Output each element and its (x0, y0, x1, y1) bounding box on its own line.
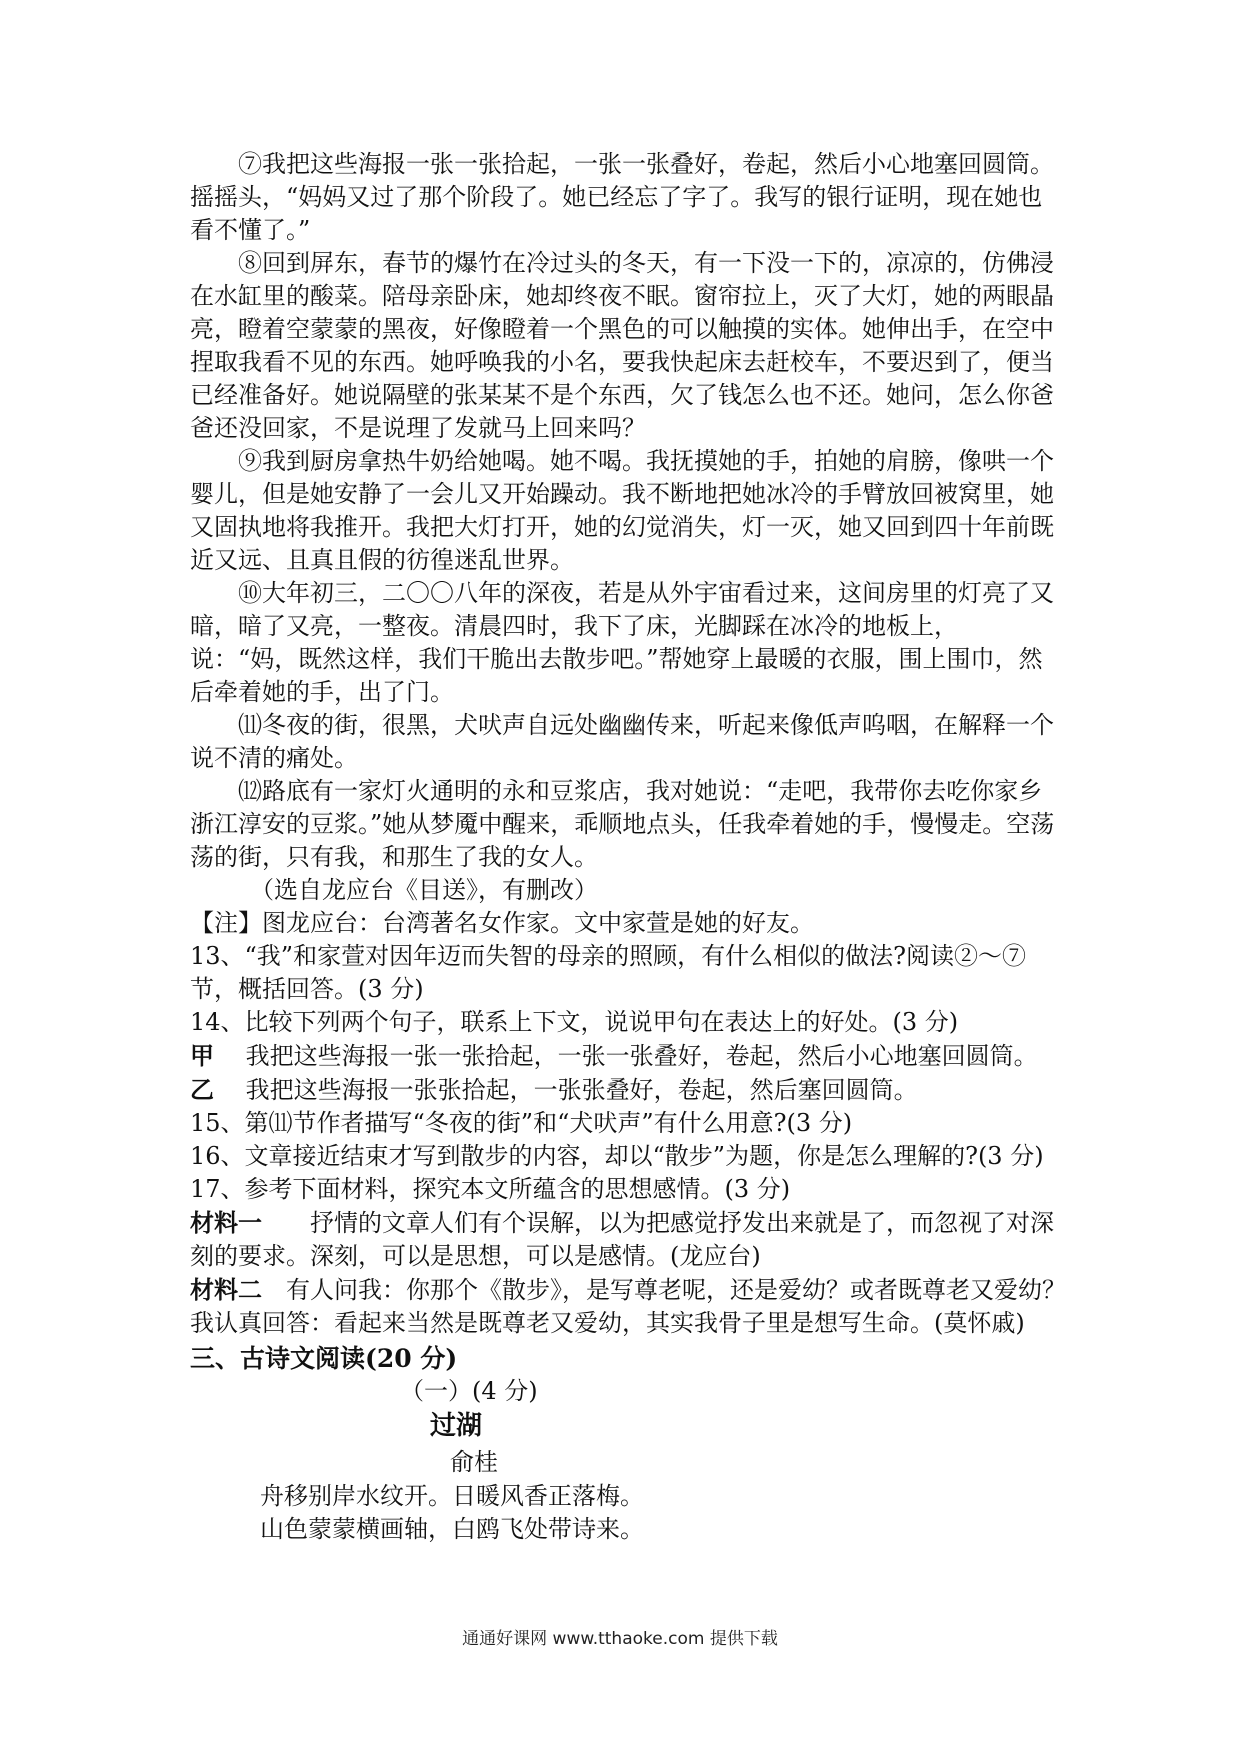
question-17: 17、参考下面材料，探究本文所蕴含的思想感情。(3 分) (190, 1175, 791, 1203)
sentence-a (190, 1039, 1066, 1073)
document-body (190, 148, 1066, 1546)
section-3-subtitle: （一）(4 分) (400, 1377, 538, 1405)
sentence-b-text: 我把这些海报一张张拾起，一张张叠好，卷起，然后塞回圆筒。 (245, 1076, 918, 1104)
poem-line-1: 舟移别岸水纹开。日暖风香正落梅。 (260, 1482, 644, 1510)
sentence-a-text: 我把这些海报一张一张拾起，一张一张叠好，卷起，然后小心地塞回圆筒。 (245, 1042, 1038, 1070)
sentence-b-label: 乙 (190, 1075, 214, 1104)
material-1-text: 抒情的文章人们有个误解，以为把感觉抒发出来就是了，而忽视了对深刻的要求。深刻，可以是思想，可以是感情。(龙应台) (190, 1209, 1054, 1270)
page-footer: 通通好课网 www.tthaoke.com 提供下载 (462, 1629, 778, 1649)
paragraph-8: ⑧回到屏东，春节的爆竹在冷过头的冬天，有一下没一下的，凉凉的，仿佛浸在水缸里的酸菜。陪母亲卧床，她却终夜不眠。窗帘拉上，灭了大灯，她的两眼晶亮，瞪着空蒙蒙的黑夜，好像瞪着一个黑色的可以触摸的实体。她伸出手，在空中捏取我看不见的东西。她呼唤我的小名，要我快起床去赶校车，不要迟到了，便当已经准备好。她说隔壁的张某某不是个东西，欠了钱怎么也不还。她问，怎么你爸爸还没回家，不是说理了发就马上回来吗？ (190, 249, 1054, 442)
question-16: 16、文章接近结束才写到散步的内容，却以“散步”为题，你是怎么理解的?(3 分) (190, 1142, 1044, 1170)
material-2-label: 材料二 (190, 1275, 262, 1304)
paragraph-7: ⑦我把这些海报一张一张拾起，一张一张叠好，卷起，然后小心地塞回圆筒。摇摇头，“妈妈又过了那个阶段了。她已经忘了字了。我写的银行证明，现在她也看不懂了。” (190, 150, 1054, 244)
material-1 (190, 1206, 1066, 1273)
note-text: 图龙应台：台湾著名女作家。文中家萱是她的好友。 (262, 909, 814, 937)
section-3-title: 三、古诗文阅读(20 分) (190, 1344, 458, 1373)
question-14: 14、比较下列两个句子，联系上下文，说说甲句在表达上的好处。(3 分) (190, 1008, 959, 1036)
paragraph-12: ⑿路底有一家灯火通明的永和豆浆店，我对她说：“走吧，我带你去吃你家乡浙江淳安的豆浆。”她从梦魇中醒来，乖顺地点头，任我牵着她的手，慢慢走。空荡荡的街，只有我，和那生了我的女人。 (190, 777, 1055, 871)
paragraph-11: ⑾冬夜的街，很黑，犬吠声自远处幽幽传来，听起来像低声呜咽，在解释一个说不清的痛处。 (190, 711, 1054, 772)
note-label: 【注】 (190, 909, 262, 937)
sentence-a-label: 甲 (190, 1041, 214, 1070)
paragraph-10: ⑩大年初三，二〇〇八年的深夜，若是从外宇宙看过来，这间房里的灯亮了又暗，暗了又亮，一整夜。清晨四时，我下了床，光脚踩在冰冷的地板上，说：“妈，既然这样，我们干脆出去散步吧。”帮她穿上最暖的衣服，围上围巾，然后牵着她的手，出了门。 (190, 579, 1054, 706)
question-15: 15、第⑾节作者描写“冬夜的街”和“犬吠声”有什么用意?(3 分) (190, 1109, 853, 1137)
material-1-label: 材料一 (190, 1208, 262, 1237)
material-2-text: 有人问我：你那个《散步》，是写尊老呢，还是爱幼？或者既尊老又爱幼？我认真回答：看起来当然是既尊老又爱幼，其实我骨子里是想写生命。(莫怀戚) (190, 1276, 1066, 1337)
material-2 (190, 1273, 1066, 1340)
poem-line-2: 山色蒙蒙横画轴，白鸥飞处带诗来。 (260, 1515, 644, 1543)
question-13: 13、“我”和家萱对因年迈而失智的母亲的照顾，有什么相似的做法?阅读②～⑦节，概括回答。(3 分) (190, 942, 1026, 1003)
source-citation: （选自龙应台《目送》，有删改） (250, 876, 598, 904)
note (190, 907, 1066, 940)
sentence-b (190, 1073, 1066, 1107)
poem-author: 俞桂 (450, 1448, 498, 1476)
poem-title: 过湖 (430, 1411, 483, 1441)
paragraph-9: ⑨我到厨房拿热牛奶给她喝。她不喝。我抚摸她的手，拍她的肩膀，像哄一个婴儿，但是她安静了一会儿又开始躁动。我不断地把她冰冷的手臂放回被窝里，她又固执地将我推开。我把大灯打开，她的幻觉消失，灯一灭，她又回到四十年前既近又远、且真且假的彷徨迷乱世界。 (190, 447, 1054, 574)
